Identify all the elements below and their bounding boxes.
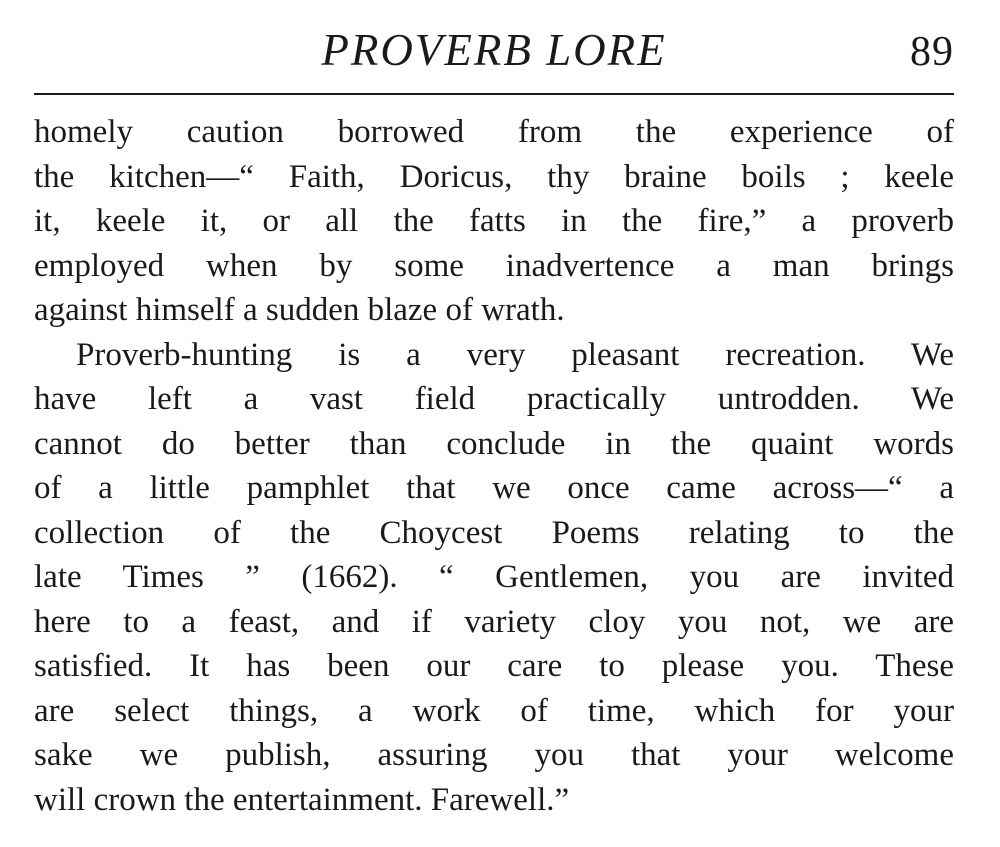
text-line: against himself a sudden blaze of wrath. bbox=[34, 292, 565, 328]
text-line: employed when by some inadvertence a man brings bbox=[34, 247, 954, 284]
text-line: are select things, a work of time, which for your bbox=[34, 692, 954, 729]
text-line: here to a feast, and if variety cloy you not, we are bbox=[34, 603, 954, 640]
text-line: the kitchen—“ Faith, Doricus, thy braine boils ; keele bbox=[34, 158, 954, 195]
page-number: 89 bbox=[910, 29, 954, 75]
text-line: sake we publish, assuring you that your welcome bbox=[34, 737, 954, 773]
text-line: of a little pamphlet that we once came across—“ a bbox=[34, 470, 954, 506]
body-text bbox=[34, 110, 954, 822]
running-head bbox=[34, 18, 954, 84]
header-rule bbox=[34, 93, 954, 95]
text-line: have left a vast field practically untrodden. We bbox=[34, 381, 954, 417]
paragraph-1 bbox=[34, 110, 954, 333]
text-line: it, keele it, or all the fatts in the fire,” a proverb bbox=[34, 203, 954, 239]
text-line: late Times ” (1662). “ Gentlemen, you are invited bbox=[34, 559, 954, 595]
text-line: cannot do better than conclude in the quaint words bbox=[34, 425, 954, 462]
running-title: PROVERB LORE bbox=[321, 25, 667, 75]
text-line: satisfied. It has been our care to please you. These bbox=[34, 648, 954, 684]
paragraph-2 bbox=[34, 333, 954, 823]
text-line: will crown the entertainment. Farewell.” bbox=[34, 781, 570, 818]
text-line: homely caution borrowed from the experience of bbox=[34, 114, 954, 150]
text-line: Proverb-hunting is a very pleasant recreation. We bbox=[76, 336, 954, 373]
text-line: collection of the Choycest Poems relating to the bbox=[34, 514, 954, 551]
